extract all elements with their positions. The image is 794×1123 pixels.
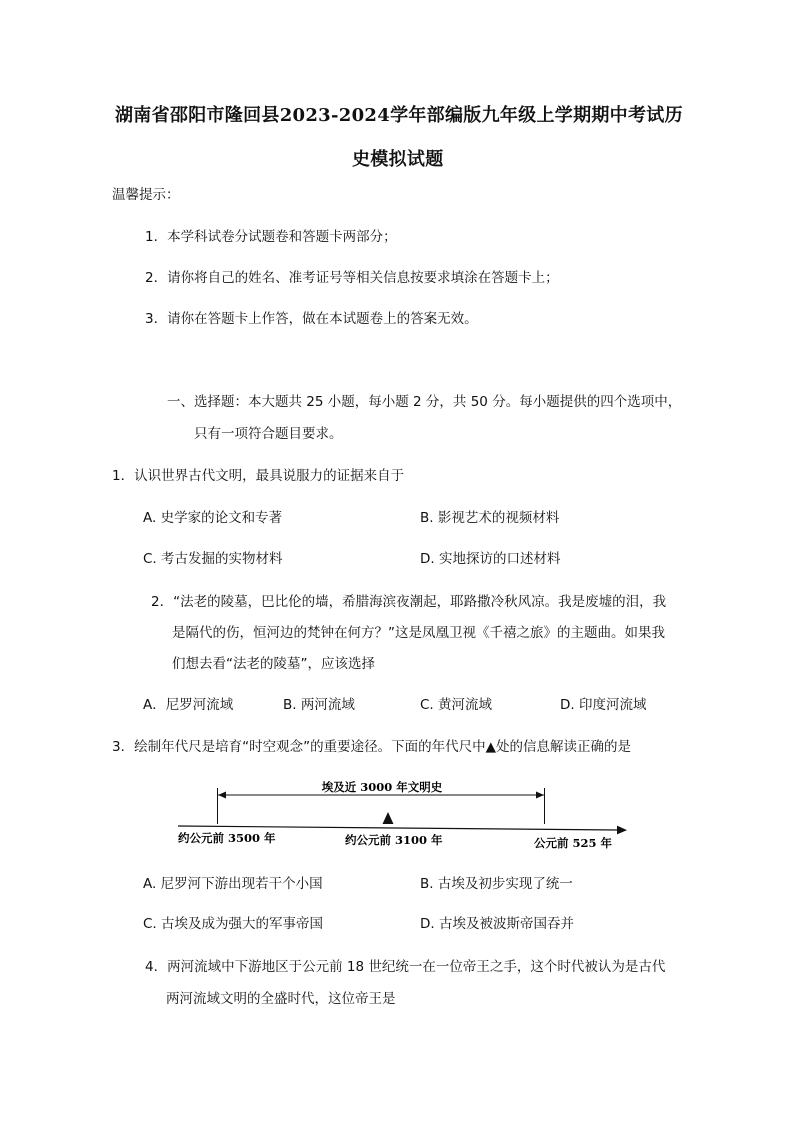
notice-heading: 温馨提示： bbox=[112, 187, 180, 203]
question-2-stem-line1: 2．“法老的陵墓，巴比伦的墙，希腊海滨夜潮起，耶路撒冷秋风凉。我是废墟的泪，我 bbox=[151, 594, 667, 610]
section-heading-line2: 只有一项符合题目要求。 bbox=[194, 426, 343, 442]
question-3-option-b: B. 古埃及初步实现了统一 bbox=[420, 876, 573, 892]
question-3-option-c: C. 古埃及成为强大的军事帝国 bbox=[143, 916, 324, 932]
question-4-stem-line1: 4．两河流域中下游地区于公元前 18 世纪统一在一位帝王之手，这个时代被认为是古代 bbox=[145, 959, 666, 975]
page-title-line2: 史模拟试题 bbox=[352, 149, 444, 170]
timeline-label-marker: 约公元前 3100 年 bbox=[345, 833, 443, 847]
question-2-stem-line2: 是隔代的伤，恒河边的梵钟在何方？”这是凤凰卫视《千禧之旅》的主题曲。如果我 bbox=[172, 625, 665, 641]
timeline-marker-triangle bbox=[383, 812, 394, 824]
section-heading-line1: 一、选择题：本大题共 25 小题，每小题 2 分，共 50 分。每小题提供的四个选项中， bbox=[167, 394, 682, 410]
question-2-option-d: D. 印度河流域 bbox=[560, 697, 647, 713]
question-1-option-c: C. 考古发掘的实物材料 bbox=[143, 551, 283, 567]
question-1-option-d: D. 实地探访的口述材料 bbox=[420, 551, 561, 567]
question-2-option-c: C. 黄河流域 bbox=[420, 697, 493, 713]
page-title-line1: 湖南省邵阳市隆回县2023-2024学年部编版九年级上学期期中考试历 bbox=[115, 105, 683, 126]
timeline-span-label: 埃及近 3000 年文明史 bbox=[321, 780, 443, 794]
timeline-figure bbox=[160, 772, 640, 856]
timeline-axis-arrow bbox=[617, 826, 627, 835]
notice-item-1: 1．本学科试卷分试题卷和答题卡两部分； bbox=[145, 229, 397, 245]
timeline-label-end: 公元前 525 年 bbox=[534, 836, 613, 850]
question-2-option-b: B. 两河流域 bbox=[283, 697, 355, 713]
timeline-span-arrow-right bbox=[536, 792, 544, 799]
question-3-stem: 3．绘制年代尺是培育“时空观念”的重要途径。下面的年代尺中▲处的信息解读正确的是 bbox=[112, 739, 631, 755]
question-2-option-a: A．尼罗河流域 bbox=[143, 697, 234, 713]
question-2-stem-line3: 们想去看“法老的陵墓”，应该选择 bbox=[172, 656, 375, 672]
question-4-stem-line2: 两河流域文明的全盛时代，这位帝王是 bbox=[166, 991, 396, 1007]
question-1-option-a: A. 史学家的论文和专著 bbox=[143, 510, 283, 526]
notice-item-3: 3．请你在答题卡上作答，做在本试题卷上的答案无效。 bbox=[145, 311, 478, 327]
question-1-option-b: B. 影视艺术的视频材料 bbox=[420, 510, 560, 526]
timeline-axis bbox=[178, 826, 618, 830]
notice-item-2: 2．请你将自己的姓名、准考证号等相关信息按要求填涂在答题卡上； bbox=[145, 270, 559, 286]
timeline-label-start: 约公元前 3500 年 bbox=[178, 831, 276, 845]
question-1-stem: 1．认识世界古代文明，最具说服力的证据来自于 bbox=[112, 468, 405, 484]
timeline-span-arrow-left bbox=[218, 792, 226, 799]
question-3-option-d: D. 古埃及被波斯帝国吞并 bbox=[420, 916, 574, 932]
question-3-option-a: A. 尼罗河下游出现若干个小国 bbox=[143, 876, 323, 892]
